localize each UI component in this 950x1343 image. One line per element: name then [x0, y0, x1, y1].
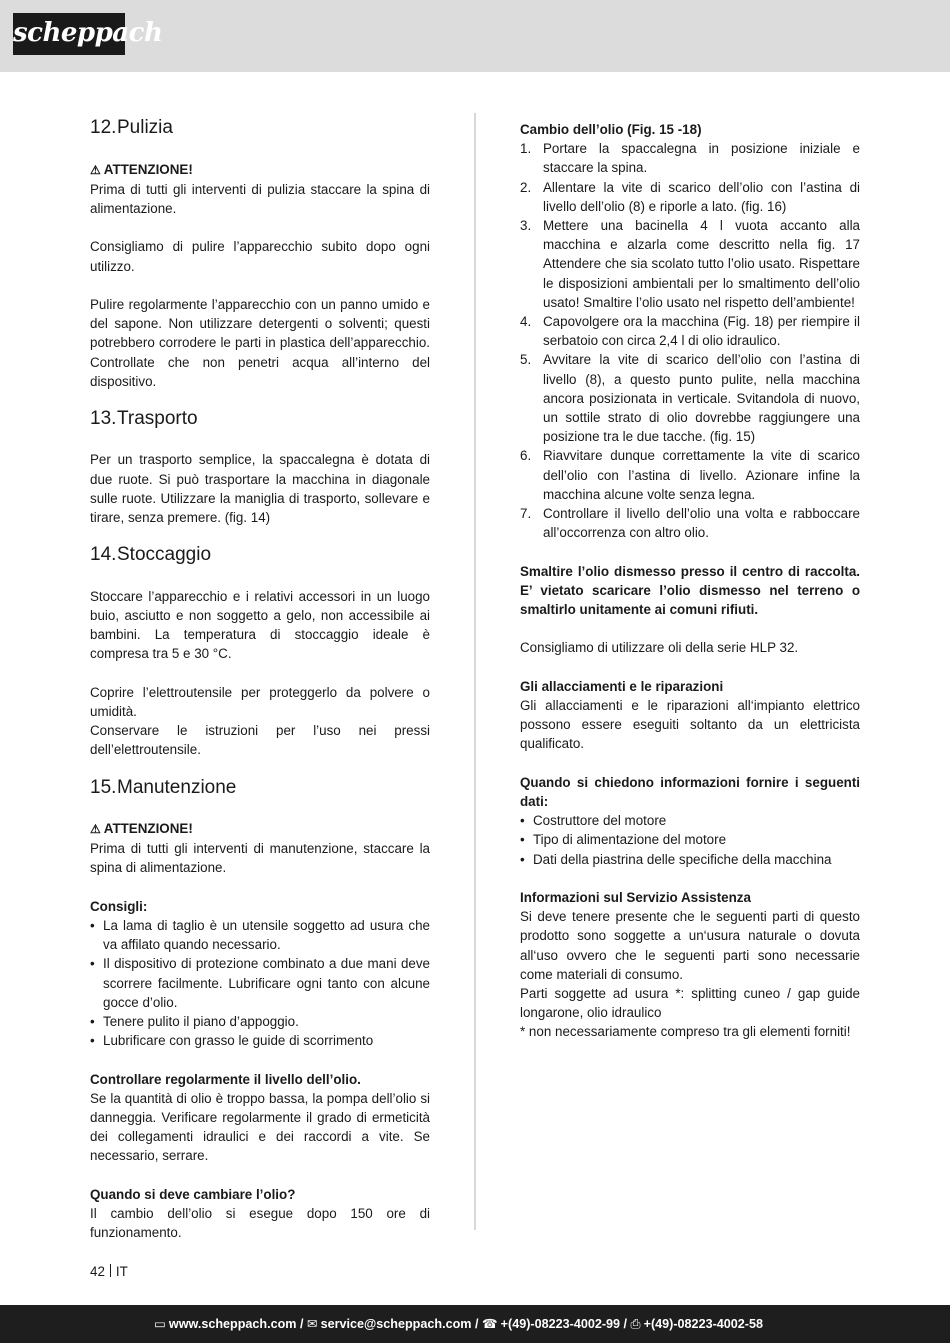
left-column [90, 116, 430, 1242]
right-column [520, 120, 860, 1042]
step-item: 3. Mettere una bacinella 4 l vuota accanto alla macchina e alzarla come descritto nella fig. 17 Attendere che sia scolato tutto l’olio usato. Rispettare le disposizioni ambientali per lo smaltimento dell’olio usato! Smaltire l’olio usato nel rispetto dell’ambiente! [520, 218, 860, 310]
fax-icon: ⎙ [630, 1317, 641, 1331]
footer-fax: +(49)-08223-4002-58 [643, 1317, 763, 1331]
section-heading-stoccaggio: 14.Stoccaggio [90, 544, 212, 566]
subheading: Gli allacciamenti e le riparazioni [520, 678, 724, 694]
envelope-icon: ✉ [307, 1317, 318, 1331]
warning-triangle-icon: ⚠ [90, 162, 101, 177]
step-item: 6. Riavvitare dunque correttamente la vite di scarico dell’olio con l’astina di livello. Azionare infine la macchina alcune volte senza legna. [520, 448, 860, 502]
paragraph: Stoccare l’apparecchio e i relativi accessori in un luogo buio, asciutto e non soggetto a gelo, non accessibile ai bambini. La temperatura di stoccaggio ideale è compresa tra 5 e 30 °C. [90, 588, 430, 662]
paragraph: Se la quantità di olio è troppo bassa, la pompa dell’olio si danneggia. Verificare regolarmente il grado di ermeticità dei collegamenti idraulici e dei raccordi a vite. Se necessario, serrare. [90, 1090, 430, 1164]
paragraph: Pulire regolarmente l’apparecchio con un panno umido e del sapone. Non utilizzare detergenti o solventi; questi potrebbero corrodere le parti in plastica dell’apparecchio. Controllate che non penetri acqua all’interno del dispositivo. [90, 296, 430, 389]
step-item: 1. Portare la spaccalegna in posizione iniziale e staccare la spina. [520, 141, 860, 176]
info-list [520, 811, 860, 869]
step-item: 2. Allentare la vite di scarico dell’olio con l’astina di livello dell’olio (8) e riporle a lato. (fig. 16) [520, 179, 860, 214]
phone-icon: ☎ [481, 1317, 498, 1331]
list-item: • Il dispositivo di protezione combinato a due mani deve scorrere facilmente. Lubrificare ogni tanto con alcune gocce d’olio. [90, 954, 430, 1012]
brand-logo: scheppach [13, 13, 125, 55]
paragraph: Il cambio dell’olio si esegue dopo 150 ore di funzionamento. [90, 1206, 430, 1241]
list-item: • Tipo di alimentazione del motore [520, 830, 860, 849]
paragraph: * non necessariamente compreso tra gli elementi forniti! [520, 1024, 851, 1040]
page-header [0, 0, 950, 72]
section-heading-trasporto: 13.Trasporto [90, 407, 198, 429]
oil-change-steps [520, 139, 860, 542]
page-number: 42 IT [90, 1264, 128, 1279]
paragraph: Per un trasporto semplice, la spaccalegna è dotata di due ruote. Si può trasportare la macchina in diagonale sulle ruote. Utilizzare la maniglia di trasporto, sollevare e tirare, senza premere. (fig. 14) [90, 452, 430, 526]
disposal-notice: Smaltire l’olio dismesso presso il centro di raccolta. E’ vietato scaricare l’olio dismesso nel terreno o smaltirlo unitamente ai comuni rifiuti. [520, 563, 860, 618]
step-item: 5. Avvitare la vite di scarico dell’olio con l’astina di livello (8), a questo punto pulite, nella macchina ancora posizionata in verticale. Svitandola di nuovo, un sottile strato di olio dovrebbe raggiungere una posizione tra le due tacche. (fig. 15) [520, 352, 860, 445]
subheading: Controllare regolarmente il livello dell’olio. [90, 1071, 361, 1087]
paragraph: Prima di tutti gli interventi di manutenzione, staccare la spina di alimentazione. [90, 841, 430, 876]
subheading: Cambio dell’olio (Fig. 15 -18) [520, 122, 702, 137]
footer-email: service@scheppach.com / [320, 1317, 479, 1331]
list-item: • Tenere pulito il piano d’appoggio. [90, 1012, 430, 1031]
list-item: • Dati della piastrina delle specifiche della macchina [520, 850, 860, 869]
subheading: Quando si chiedono informazioni fornire i seguenti dati: [520, 774, 860, 810]
paragraph: Coprire l’elettroutensile per proteggerlo da polvere o umidità. [90, 684, 430, 719]
paragraph: Parti soggette ad usura *: splitting cuneo / gap guide longarone, olio idraulico [520, 986, 860, 1021]
warning-label: ⚠ ATTENZIONE! [90, 160, 430, 180]
list-item: • La lama di taglio è un utensile soggetto ad usura che va affilato quando necessario. [90, 916, 430, 954]
subheading: Quando si deve cambiare l’olio? [90, 1186, 296, 1202]
paragraph: Consigliamo di utilizzare oli della serie HLP 32. [520, 640, 799, 656]
footer-website: www.scheppach.com / [168, 1317, 304, 1331]
paragraph: Consigliamo di pulire l’apparecchio subito dopo ogni utilizzo. [90, 239, 430, 274]
paragraph: Si deve tenere presente che le seguenti parti di questo prodotto sono soggette a un‘usura naturale o dovuta all‘uso ovvero che le seguenti parti sono necessarie come materiali di consumo. [520, 909, 860, 982]
list-item: • Lubrificare con grasso le guide di scorrimento [90, 1031, 430, 1050]
consigli-list [90, 916, 430, 1050]
paragraph: Gli allacciamenti e le riparazioni all‘impianto elettrico possono essere eseguiti soltanto da un elettricista qualificato. [520, 698, 860, 752]
subheading: Consigli: [90, 898, 148, 914]
step-item: 7. Controllare il livello dell’olio una volta e rabboccare all’occorrenza con altro olio. [520, 506, 860, 541]
warning-triangle-icon: ⚠ [90, 822, 101, 837]
section-heading-pulizia: 12.Pulizia [90, 117, 173, 138]
paragraph: Prima di tutti gli interventi di pulizia staccare la spina di alimentazione. [90, 181, 430, 216]
footer-phone: +(49)-08223-4002-99 / [500, 1317, 628, 1331]
subheading: Informazioni sul Servizio Assistenza [520, 890, 751, 906]
computer-icon: ▭ [154, 1317, 166, 1331]
warning-label: ⚠ ATTENZIONE! [90, 819, 430, 839]
step-item: 4. Capovolgere ora la macchina (Fig. 18) per riempire il serbatoio con circa 2,4 l di olio idraulico. [520, 314, 860, 349]
page-footer [0, 1305, 950, 1343]
paragraph: Conservare le istruzioni per l’uso nei pressi dell’elettroutensile. [90, 723, 430, 758]
column-divider [474, 113, 476, 1230]
list-item: • Costruttore del motore [520, 811, 860, 830]
section-heading-manutenzione: 15.Manutenzione [90, 776, 237, 798]
page-number-separator [110, 1264, 111, 1277]
